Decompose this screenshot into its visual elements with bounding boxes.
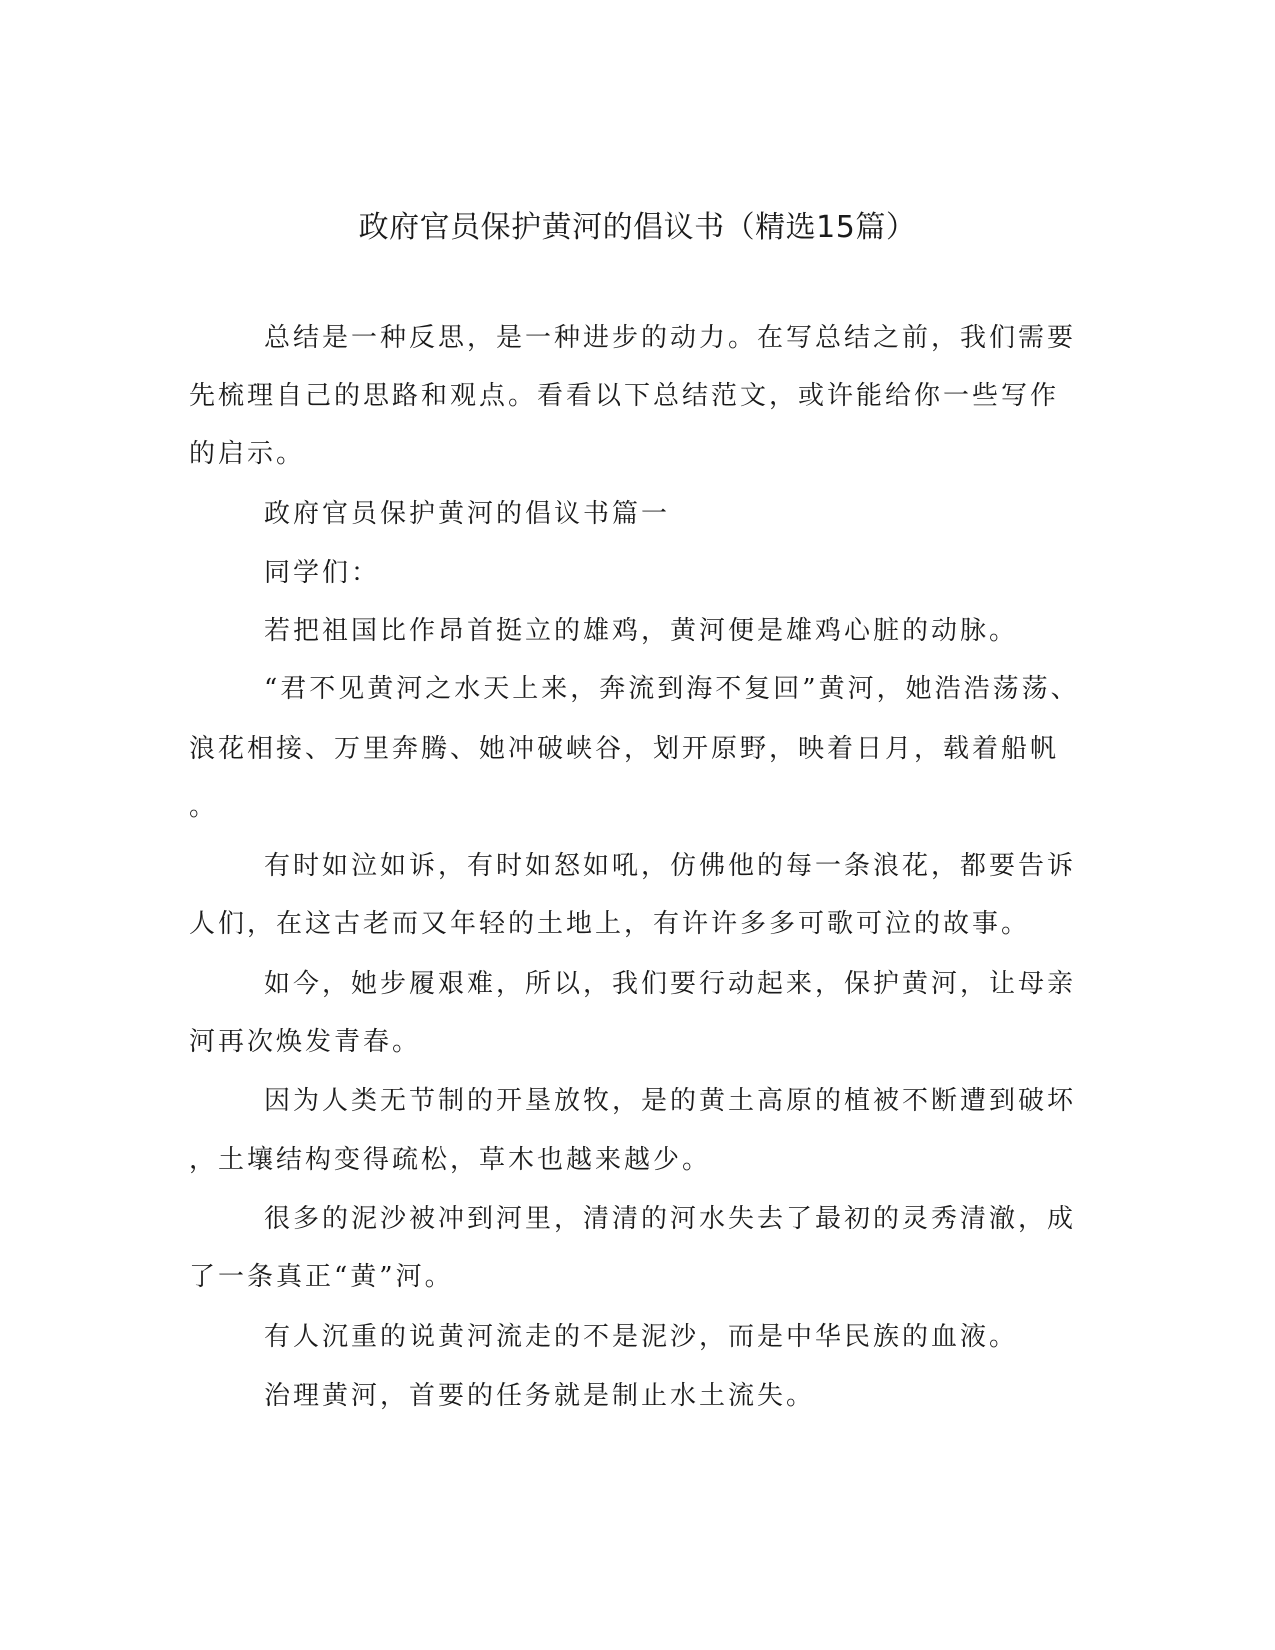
paragraph-line: 很多的泥沙被冲到河里，清清的河水失去了最初的灵秀清澈，成 xyxy=(264,1204,1077,1234)
paragraph-line: 人们，在这古老而又年轻的土地上，有许许多多可歌可泣的故事。 xyxy=(189,909,1031,939)
paragraph-line: 浪花相接、万里奔腾、她冲破峡谷，划开原野，映着日月，载着船帆 xyxy=(189,734,1060,764)
paragraph-line: 了一条真正“黄”河。 xyxy=(189,1262,454,1292)
paragraph-line: 治理黄河，首要的任务就是制止水土流失。 xyxy=(264,1381,816,1411)
salutation: 同学们： xyxy=(264,558,381,588)
paragraph-line: 因为人类无节制的开垦放牧，是的黄土高原的植被不断遭到破坏 xyxy=(264,1086,1077,1116)
section-heading: 政府官员保护黄河的倡议书篇一 xyxy=(264,499,671,529)
paragraph-line: 如今，她步履艰难，所以，我们要行动起来，保护黄河，让母亲 xyxy=(264,969,1077,999)
paragraph-line: 有时如泣如诉，有时如怒如吼，仿佛他的每一条浪花，都要告诉 xyxy=(264,851,1077,881)
paragraph-line: 。 xyxy=(189,792,219,822)
paragraph-line: 河再次焕发青春。 xyxy=(189,1027,422,1057)
paragraph-line: 总结是一种反思，是一种进步的动力。在写总结之前，我们需要 xyxy=(264,323,1077,353)
paragraph-line: 若把祖国比作昂首挺立的雄鸡，黄河便是雄鸡心脏的动脉。 xyxy=(264,616,1019,646)
paragraph-line: 先梳理自己的思路和观点。看看以下总结范文，或许能给你一些写作 xyxy=(189,381,1060,411)
paragraph-line: 有人沉重的说黄河流走的不是泥沙，而是中华民族的血液。 xyxy=(264,1322,1019,1352)
paragraph-line: 的启示。 xyxy=(189,439,306,469)
paragraph-line: “君不见黄河之水天上来，奔流到海不复回”黄河，她浩浩荡荡、 xyxy=(264,674,1080,704)
paragraph-line: ，土壤结构变得疏松，草木也越来越少。 xyxy=(189,1145,712,1175)
document-title: 政府官员保护黄河的倡议书（精选15篇） xyxy=(358,210,917,245)
